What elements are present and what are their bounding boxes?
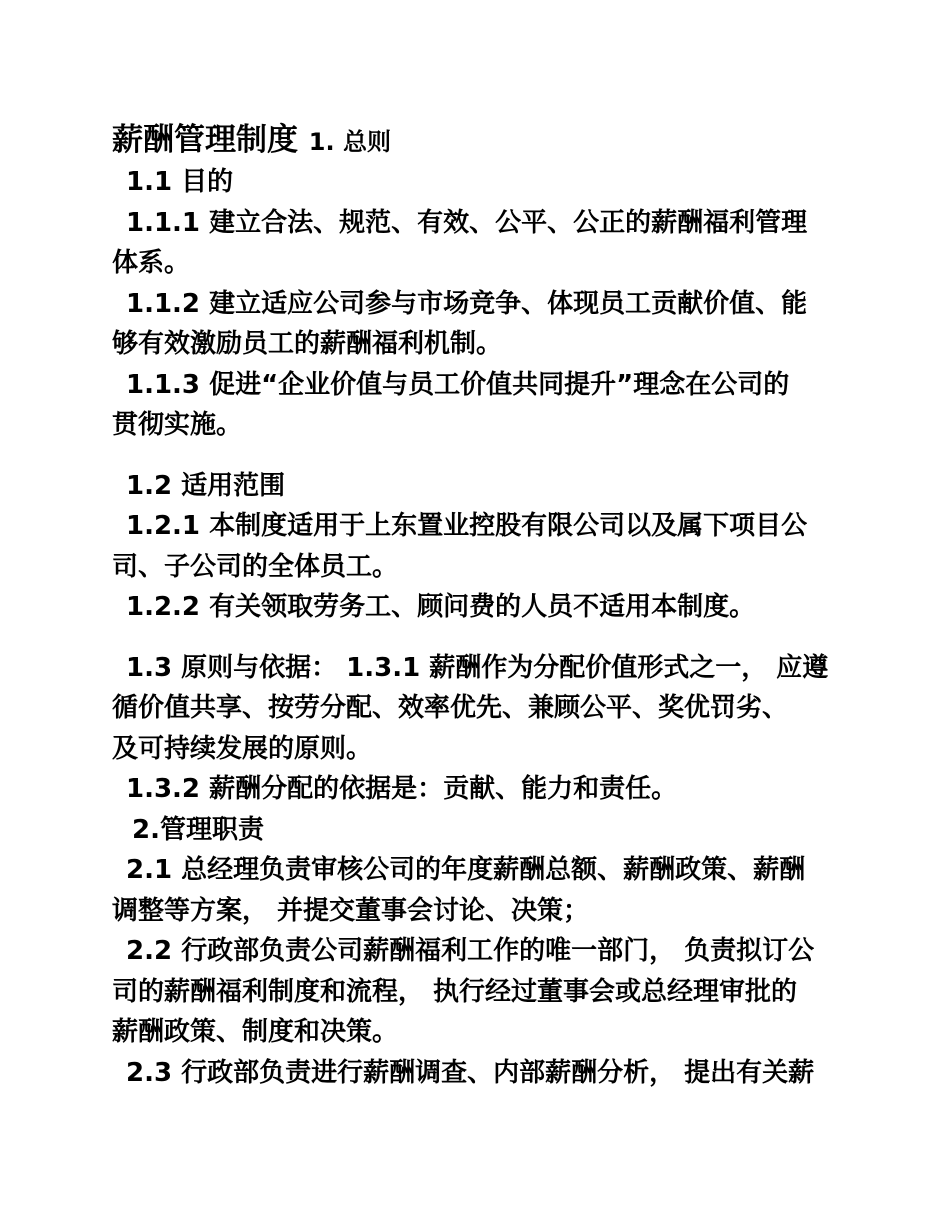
paragraph-line: 2.3 行政部负责进行薪酬调查、内部薪酬分析， 提出有关薪 — [126, 1057, 815, 1088]
paragraph-line: 司的薪酬福利制度和流程， 执行经过董事会或总经理审批的 — [112, 976, 798, 1007]
section-heading-purpose: 1.1 目的 — [126, 167, 234, 197]
paragraph-line: 2.2 行政部负责公司薪酬福利工作的唯一部门， 负责拟订公 — [126, 936, 815, 966]
section-spacer — [112, 628, 842, 648]
paragraph-line: 1.1.2 建立适应公司参与市场竞争、体现员工贡献价值、能 — [126, 288, 808, 319]
paragraph-line: 1.2.1 本制度适用于上东置业控股有限公司以及属下项目公 — [126, 511, 808, 541]
section-heading-principles: 1.3 原则与依据： 1.3.1 薪酬作为分配价值形式之一， 应遵 — [126, 652, 829, 683]
paragraph-line: 体系。 — [112, 248, 191, 278]
paragraph-line: 1.2.2 有关领取劳务工、顾问费的人员不适用本制度。 — [126, 592, 756, 622]
document-title: 薪酬管理制度 — [112, 122, 298, 158]
paragraph-line: 司、子公司的全体员工。 — [112, 551, 399, 582]
document-body — [112, 118, 842, 1093]
document-title-line — [112, 118, 842, 162]
paragraph-line: 贯彻实施。 — [112, 410, 243, 440]
paragraph-line: 1.1.3 促进“企业价值与员工价值共同提升”理念在公司的 — [126, 369, 790, 400]
section-heading-general: 1. 总则 — [308, 128, 391, 156]
paragraph-line: 循价值共享、按劳分配、效率优先、兼顾公平、奖优罚劣、 — [112, 693, 789, 723]
paragraph-line: 1.3.2 薪酬分配的依据是：贡献、能力和责任。 — [126, 774, 678, 804]
paragraph-line: 及可持续发展的原则。 — [112, 733, 373, 764]
section-spacer — [112, 446, 842, 466]
section-heading-scope: 1.2 适用范围 — [126, 470, 286, 501]
paragraph-line: 薪酬政策、制度和决策。 — [112, 1017, 399, 1047]
paragraph-line: 够有效激励员工的薪酬福利机制。 — [112, 329, 503, 359]
paragraph-line: 2.1 总经理负责审核公司的年度薪酬总额、薪酬政策、薪酬 — [126, 855, 806, 885]
paragraph-line: 1.1.1 建立合法、规范、有效、公平、公正的薪酬福利管理 — [126, 207, 808, 238]
paragraph-line: 调整等方案， 并提交董事会讨论、决策； — [112, 895, 590, 926]
section-heading-responsibilities: 2.管理职责 — [132, 814, 264, 845]
